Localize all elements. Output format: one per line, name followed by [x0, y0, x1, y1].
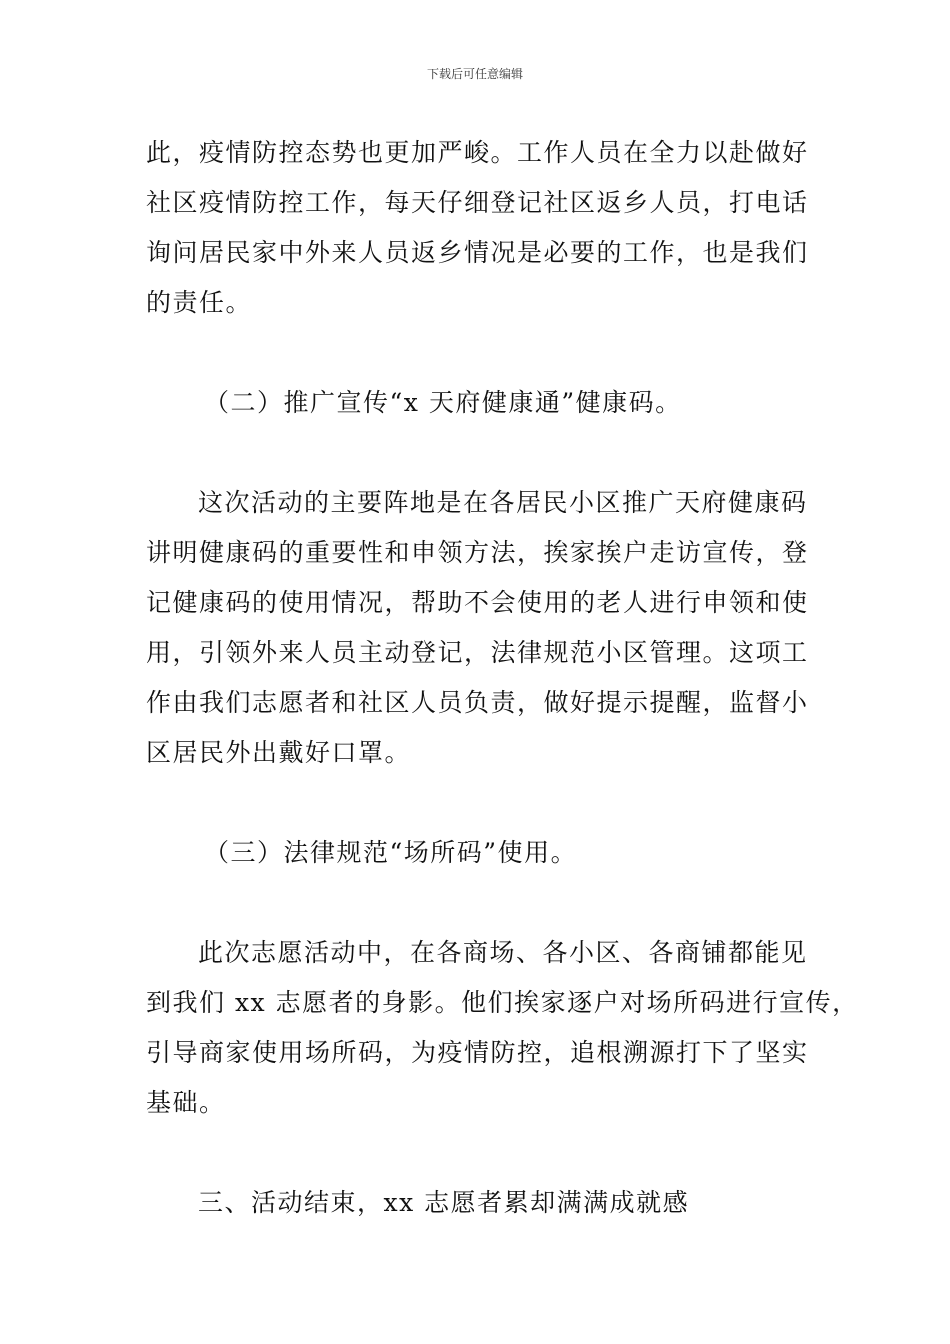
subheading-3: （三）法律规范“场所码”使用。	[204, 838, 578, 867]
paragraph-gap	[146, 878, 806, 928]
paragraph-line: 这次活动的主要阵地是在各居民小区推广天府健康码	[198, 488, 808, 517]
paragraph-gap	[146, 328, 806, 378]
page-header-note: 下载后可任意编辑	[426, 67, 523, 81]
paragraph-line: 社区疫情防控工作，每天仔细登记社区返乡人员，打电话	[146, 188, 809, 217]
paragraph-gap	[146, 1128, 806, 1178]
paragraph-line: 此次志愿活动中，在各商场、各小区、各商铺都能见	[198, 938, 808, 967]
subheading-2: （二）推广宣传“x 天府健康通”健康码。	[204, 388, 682, 417]
paragraph-line: 询问居民家中外来人员返乡情况是必要的工作，也是我们	[146, 238, 809, 267]
paragraph-line: 此，疫情防控态势也更加严峻。工作人员在全力以赴做好	[146, 138, 809, 167]
paragraph-line: 的责任。	[146, 288, 253, 317]
section-heading-3: 三、活动结束，xx 志愿者累却满满成就感	[198, 1188, 690, 1217]
document-body	[146, 128, 859, 1228]
paragraph-line: 用，引领外来人员主动登记，法律规范小区管理。这项工	[146, 638, 809, 667]
paragraph-line: 记健康码的使用情况，帮助不会使用的老人进行申领和使	[146, 588, 809, 617]
paragraph-gap	[146, 778, 806, 828]
paragraph-line: 引导商家使用场所码，为疫情防控，追根溯源打下了坚实	[146, 1038, 809, 1067]
paragraph-gap	[146, 428, 806, 478]
paragraph-2	[146, 478, 809, 778]
paragraph-line: 作由我们志愿者和社区人员负责，做好提示提醒，监督小	[146, 688, 809, 717]
paragraph-line: 讲明健康码的重要性和申领方法，挨家挨户走访宣传，登	[146, 538, 809, 567]
paragraph-line: 基础。	[146, 1088, 226, 1117]
paragraph-3	[146, 928, 859, 1128]
paragraph-line: 到我们 xx 志愿者的身影。他们挨家逐户对场所码进行宣传，	[146, 988, 859, 1017]
paragraph-line: 区居民外出戴好口罩。	[146, 738, 412, 767]
paragraph-1	[146, 128, 809, 328]
